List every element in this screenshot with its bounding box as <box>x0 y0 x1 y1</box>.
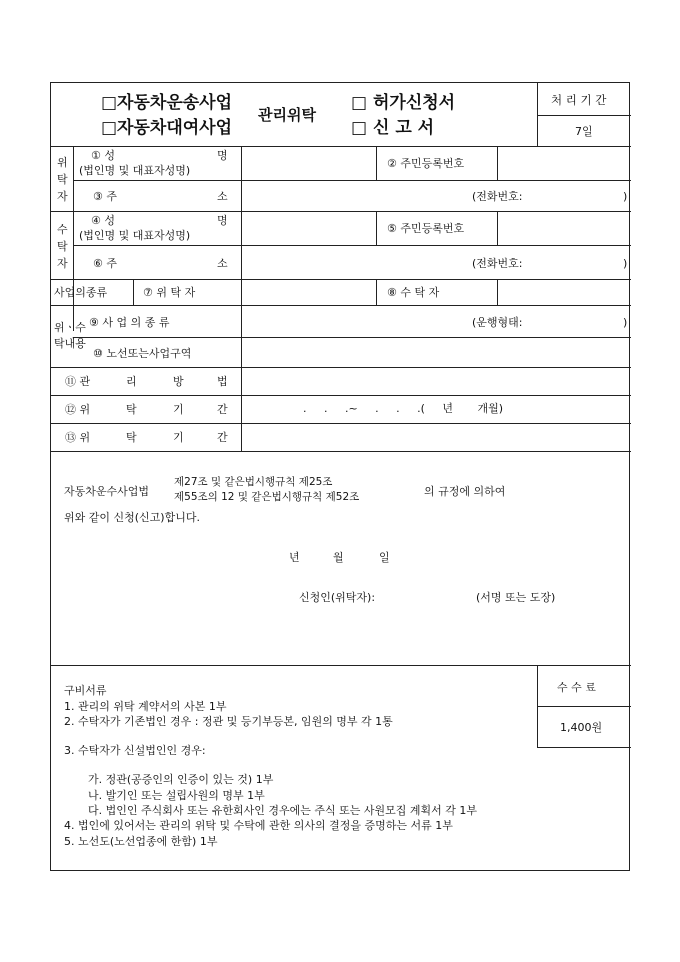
document-item: 다. 법인인 주식회사 또는 유한회사인 경우에는 주식 또는 사원모집 계획서 각 1부 <box>88 804 477 817</box>
document-item: 나. 발기인 또는 설립사원의 명부 1부 <box>88 789 265 802</box>
consignor-label-2: 탁 <box>57 173 68 186</box>
field-11-char-1: 리 <box>126 375 137 388</box>
field-1-sub-label: (법인명 및 대표자성명) <box>79 164 191 177</box>
divider <box>133 279 134 305</box>
route-area-input[interactable] <box>242 338 630 366</box>
field-1-name-label: ① 성 <box>91 149 115 162</box>
consignee-phone-close: ) <box>623 257 628 270</box>
consignor-phone-label: (전화번호: <box>472 190 523 203</box>
consignor-label-3: 자 <box>57 190 68 203</box>
consignee-id-input[interactable] <box>498 212 630 244</box>
divider <box>73 146 74 331</box>
field-12-char-1: 탁 <box>126 403 137 416</box>
field-6-address-label: ⑥ 주 <box>93 257 117 270</box>
statement-law: 자동차운수사업법 <box>64 485 150 498</box>
application-form <box>50 82 630 871</box>
field-4-sub-label: (법인명 및 대표자성명) <box>79 229 191 242</box>
field-1-name-end: 명 <box>217 149 228 162</box>
statement-article-1: 제27조 및 같은법시행규칙 제25조 <box>174 476 333 488</box>
mandate-period-input[interactable]: . . .~ . . .( 년 개월) <box>303 402 504 415</box>
consignor-name-input[interactable] <box>242 147 375 179</box>
checkbox-report[interactable]: □ 신 고 서 <box>351 118 435 138</box>
field-13-char-3: 간 <box>217 431 228 444</box>
field-11-label: ⑪ 관 <box>65 375 91 388</box>
field-6-address-end: 소 <box>217 257 228 270</box>
fee-label: 수 수 료 <box>557 681 596 694</box>
consignor-id-input[interactable] <box>498 147 630 179</box>
date-year: 년 <box>289 551 300 564</box>
divider <box>51 395 631 396</box>
divider <box>376 279 377 305</box>
field-8-consignee-label: ⑧ 수 탁 자 <box>387 286 440 299</box>
management-method-input[interactable] <box>242 368 630 394</box>
field-7-consignor-label: ⑦ 위 탁 자 <box>143 286 196 299</box>
checkbox-permit-application[interactable]: □ 허가신청서 <box>351 93 456 113</box>
operation-type-close: ) <box>623 316 628 329</box>
applicant-label: 신청인(위탁자): <box>299 591 376 604</box>
field-3-address-end: 소 <box>217 190 228 203</box>
consignor-label-1: 위 <box>57 156 68 169</box>
field-13-label: ⑬ 위 <box>65 431 91 444</box>
checkbox-transport-business[interactable]: □자동차운송사업 <box>101 93 233 113</box>
checkbox-rental-business[interactable]: □자동차대여사업 <box>101 118 233 138</box>
field-13-char-2: 기 <box>173 431 184 444</box>
field-13-char-1: 탁 <box>126 431 137 444</box>
divider <box>537 747 631 748</box>
consignee-label-2: 탁 <box>57 240 68 253</box>
documents-heading: 구비서류 <box>64 684 107 697</box>
document-item: 3. 수탁자가 신설법인인 경우: <box>64 744 206 757</box>
divider <box>51 451 631 452</box>
consignee-business-type-input[interactable] <box>498 280 630 304</box>
operation-type-label: (운행형태: <box>472 316 523 329</box>
statement-article-2: 제55조의 12 및 같은법시행규칙 제52조 <box>174 491 360 503</box>
field-12-label: ⑫ 위 <box>65 403 91 416</box>
consignor-phone-close: ) <box>623 190 628 203</box>
field-3-address-label: ③ 주 <box>93 190 117 203</box>
divider <box>537 115 631 116</box>
mandate-title: 관리위탁 <box>258 106 316 124</box>
field-11-char-3: 법 <box>217 375 228 388</box>
divider <box>51 665 631 666</box>
consignee-label-1: 수 <box>57 223 68 236</box>
field-12-char-3: 간 <box>217 403 228 416</box>
business-type-label: 사업의종류 <box>54 286 108 299</box>
field-9-business-label: ⑨ 사 업 의 종 류 <box>89 316 170 329</box>
business-type-input[interactable] <box>242 306 472 336</box>
consignor-address-input[interactable] <box>242 181 472 210</box>
field-12-char-2: 기 <box>173 403 184 416</box>
divider <box>376 211 377 245</box>
field-5-id-label: ⑤ 주민등록번호 <box>387 222 465 235</box>
divider <box>537 706 631 707</box>
mandate-content-label-2: 탁내용 <box>54 337 86 350</box>
consignee-name-input[interactable] <box>242 212 375 244</box>
consignee-label-3: 자 <box>57 257 68 270</box>
document-item: 1. 관리의 위탁 계약서의 사본 1부 <box>64 700 227 713</box>
processing-period-label: 처 리 기 간 <box>551 93 607 107</box>
mandate-period-2-input[interactable] <box>242 424 630 450</box>
document-item: 5. 노선도(노선업종에 한함) 1부 <box>64 835 218 848</box>
field-11-char-2: 방 <box>173 375 184 388</box>
signature-label: (서명 또는 도장) <box>476 591 556 604</box>
field-4-name-end: 명 <box>217 214 228 227</box>
statement-rule: 의 규정에 의하여 <box>424 485 506 498</box>
field-10-route-label: ⑩ 노선또는사업구역 <box>93 347 192 360</box>
processing-period-value: 7일 <box>575 125 593 138</box>
field-2-id-label: ② 주민등록번호 <box>387 157 465 170</box>
mandate-content-label-1: 위ㆍ수 <box>54 321 86 334</box>
date-month: 월 <box>333 551 344 564</box>
date-day: 일 <box>379 551 390 564</box>
consignor-business-type-input[interactable] <box>242 280 375 304</box>
document-item: 4. 법인에 있어서는 관리의 위탁 및 수탁에 관한 의사의 결정을 증명하는 서류 1부 <box>64 819 453 832</box>
statement-apply: 위와 같이 신청(신고)합니다. <box>64 511 200 524</box>
fee-value: 1,400원 <box>560 721 603 734</box>
field-4-name-label: ④ 성 <box>91 214 115 227</box>
document-item: 가. 정관(공증인의 인증이 있는 것) 1부 <box>88 773 274 786</box>
document-item: 2. 수탁자가 기존법인 경우 : 정관 및 등기부등본, 임원의 명부 각 1통 <box>64 715 393 728</box>
consignee-phone-label: (전화번호: <box>472 257 523 270</box>
consignee-address-input[interactable] <box>242 246 472 278</box>
divider <box>376 146 377 180</box>
